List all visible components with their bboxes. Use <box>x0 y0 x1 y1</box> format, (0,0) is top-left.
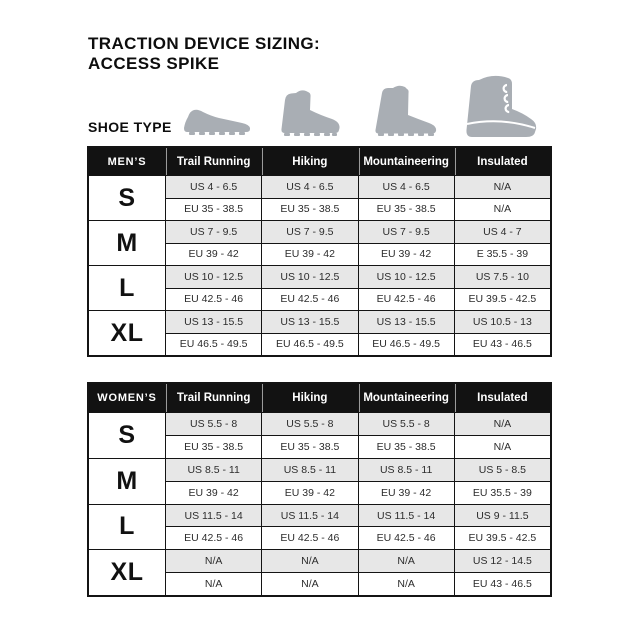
eu-range-cell: EU 35.5 - 39 <box>455 482 550 504</box>
us-range-cell: US 7 - 9.5 <box>166 221 261 243</box>
column-header-trail-running: Trail Running <box>166 384 261 412</box>
us-range-cell: US 9 - 11.5 <box>455 505 550 527</box>
eu-range-cell: EU 39 - 42 <box>359 482 454 504</box>
eu-range-cell: EU 42.5 - 46 <box>262 527 357 549</box>
eu-range-cell: EU 35 - 38.5 <box>262 199 357 221</box>
eu-range-cell: EU 42.5 - 46 <box>166 289 261 311</box>
eu-range-cell: EU 43 - 46.5 <box>455 334 550 356</box>
us-range-cell: US 13 - 15.5 <box>359 311 454 333</box>
mountaineering-boot-icon <box>372 85 438 136</box>
us-range-cell: US 5.5 - 8 <box>359 413 454 435</box>
us-range-cell: US 8.5 - 11 <box>262 459 357 481</box>
eu-range-cell: EU 39 - 42 <box>262 482 357 504</box>
us-range-cell: US 13 - 15.5 <box>166 311 261 333</box>
us-range-cell: US 11.5 - 14 <box>166 505 261 527</box>
eu-range-cell: EU 39 - 42 <box>359 244 454 266</box>
us-range-cell: N/A <box>455 176 550 198</box>
eu-range-cell: EU 39.5 - 42.5 <box>455 289 550 311</box>
size-label-s: S <box>89 176 165 220</box>
us-range-cell: US 5.5 - 8 <box>262 413 357 435</box>
page-title-line1: TRACTION DEVICE SIZING: <box>88 34 321 53</box>
eu-range-cell: N/A <box>166 573 261 595</box>
eu-range-cell: EU 42.5 - 46 <box>359 527 454 549</box>
mens-sizing-table <box>87 146 552 357</box>
eu-range-cell: EU 35 - 38.5 <box>262 436 357 458</box>
eu-range-cell: N/A <box>359 573 454 595</box>
size-label-s: S <box>89 413 165 458</box>
eu-range-cell: EU 46.5 - 49.5 <box>166 334 261 356</box>
us-range-cell: US 7 - 9.5 <box>262 221 357 243</box>
us-range-cell: N/A <box>262 550 357 572</box>
size-label-xl: XL <box>89 311 165 355</box>
column-header-mountaineering: Mountaineering <box>359 384 454 412</box>
us-range-cell: US 7.5 - 10 <box>455 266 550 288</box>
us-range-cell: US 5.5 - 8 <box>166 413 261 435</box>
us-range-cell: N/A <box>166 550 261 572</box>
us-range-cell: US 10 - 12.5 <box>166 266 261 288</box>
eu-range-cell: N/A <box>262 573 357 595</box>
eu-range-cell: N/A <box>455 436 550 458</box>
size-label-m: M <box>89 221 165 265</box>
column-header-hiking: Hiking <box>262 384 357 412</box>
column-header-hiking: Hiking <box>262 148 357 175</box>
eu-range-cell: E 35.5 - 39 <box>455 244 550 266</box>
size-label-xl: XL <box>89 550 165 595</box>
eu-range-cell: EU 46.5 - 49.5 <box>262 334 357 356</box>
eu-range-cell: EU 35 - 38.5 <box>166 436 261 458</box>
eu-range-cell: EU 35 - 38.5 <box>166 199 261 221</box>
us-range-cell: US 10 - 12.5 <box>359 266 454 288</box>
us-range-cell: US 13 - 15.5 <box>262 311 357 333</box>
us-range-cell: US 8.5 - 11 <box>166 459 261 481</box>
size-label-m: M <box>89 459 165 504</box>
column-header-insulated: Insulated <box>455 148 550 175</box>
group-header-women-s: WOMEN’S <box>89 384 165 412</box>
column-header-insulated: Insulated <box>455 384 550 412</box>
eu-range-cell: EU 39.5 - 42.5 <box>455 527 550 549</box>
column-header-mountaineering: Mountaineering <box>359 148 454 175</box>
us-range-cell: US 12 - 14.5 <box>455 550 550 572</box>
insulated-boot-icon <box>463 75 537 138</box>
us-range-cell: US 4 - 6.5 <box>166 176 261 198</box>
page-title <box>88 34 320 74</box>
size-label-l: L <box>89 505 165 550</box>
us-range-cell: US 11.5 - 14 <box>262 505 357 527</box>
womens-sizing-table <box>87 382 552 597</box>
eu-range-cell: EU 43 - 46.5 <box>455 573 550 595</box>
eu-range-cell: EU 39 - 42 <box>262 244 357 266</box>
eu-range-cell: EU 42.5 - 46 <box>166 527 261 549</box>
shoe-type-label: SHOE TYPE <box>88 119 172 135</box>
eu-range-cell: N/A <box>455 199 550 221</box>
us-range-cell: US 11.5 - 14 <box>359 505 454 527</box>
eu-range-cell: EU 42.5 - 46 <box>262 289 357 311</box>
us-range-cell: US 5 - 8.5 <box>455 459 550 481</box>
eu-range-cell: EU 39 - 42 <box>166 482 261 504</box>
us-range-cell: US 7 - 9.5 <box>359 221 454 243</box>
eu-range-cell: EU 39 - 42 <box>166 244 261 266</box>
eu-range-cell: EU 35 - 38.5 <box>359 199 454 221</box>
us-range-cell: US 8.5 - 11 <box>359 459 454 481</box>
group-header-men-s: MEN’S <box>89 148 165 175</box>
hiking-boot-icon <box>277 88 342 136</box>
eu-range-cell: EU 42.5 - 46 <box>359 289 454 311</box>
us-range-cell: US 4 - 6.5 <box>262 176 357 198</box>
us-range-cell: N/A <box>455 413 550 435</box>
page-title-line2: ACCESS SPIKE <box>88 54 220 73</box>
us-range-cell: US 4 - 6.5 <box>359 176 454 198</box>
trail-running-shoe-icon <box>183 104 252 136</box>
us-range-cell: US 10 - 12.5 <box>262 266 357 288</box>
eu-range-cell: EU 35 - 38.5 <box>359 436 454 458</box>
us-range-cell: US 10.5 - 13 <box>455 311 550 333</box>
eu-range-cell: EU 46.5 - 49.5 <box>359 334 454 356</box>
us-range-cell: US 4 - 7 <box>455 221 550 243</box>
us-range-cell: N/A <box>359 550 454 572</box>
size-label-l: L <box>89 266 165 310</box>
column-header-trail-running: Trail Running <box>166 148 261 175</box>
